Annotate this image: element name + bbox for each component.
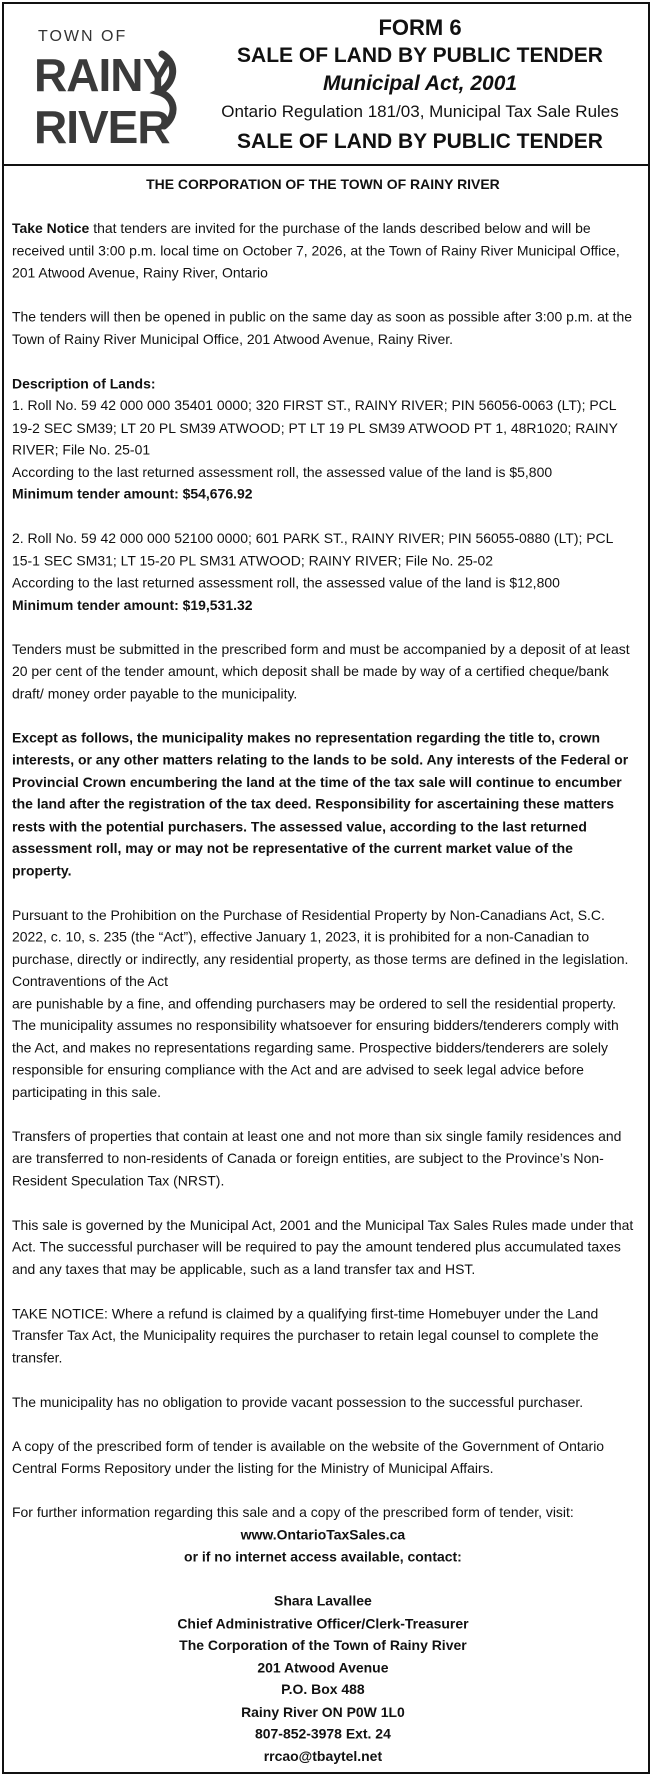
governed-paragraph: This sale is governed by the Municipal Act, 2001 and the Municipal Tax Sales Rules made under that Act. The successful purchaser will be required to pay the amount tendered plus accumulated taxes and any taxes that may be applicable, such as a land transfer tax and HST. [12, 1217, 634, 1278]
no-internet-note: or if no internet access available, contact: [184, 1549, 462, 1566]
corporation-heading: THE CORPORATION OF THE TOWN OF RAINY RIVER [146, 176, 500, 193]
regulation: Ontario Regulation 181/03, Municipal Tax Sale Rules [221, 102, 619, 121]
contact-address: 201 Atwood Avenue [257, 1660, 389, 1677]
sale-title-secondary: SALE OF LAND BY PUBLIC TENDER [237, 130, 603, 153]
notice-body [12, 174, 634, 1768]
possession-paragraph: The municipality has no obligation to provide vacant possession to the successful purchaser. [12, 1394, 584, 1411]
contact-phone: 807-852-3978 Ext. 24 [255, 1726, 391, 1743]
contact-title: Chief Administrative Officer/Clerk-Treasurer [177, 1615, 469, 1632]
contact-name: Shara Lavallee [274, 1593, 372, 1610]
logo-town-of: TOWN OF [38, 28, 128, 45]
further-info: For further information regarding this sale and a copy of the prescribed form of tender, visit: [12, 1505, 574, 1522]
website-link[interactable]: www.OntarioTaxSales.ca [240, 1527, 406, 1544]
land-1-description: 1. Roll No. 59 42 000 000 35401 0000; 320 FIRST ST., RAINY RIVER; PIN 56056-0063 (LT); PCL 19-2 SEC SM39; LT 20 PL SM39 ATWOOD; PT LT 19 PL SM39 ATWOOD PT 1, 48R1020; RAINY RIVER; File No. 25-01 [12, 398, 618, 459]
sale-title: SALE OF LAND BY PUBLIC TENDER [237, 44, 603, 67]
opening-paragraph: The tenders will then be opened in public on the same day as soon as possible after 3:00 p.m. at the Town of Rainy River Municipal Office, 201 Atwood Avenue, Rainy River. [12, 309, 633, 348]
land-2-minimum: Minimum tender amount: $19,531.32 [12, 597, 253, 614]
contact-organization: The Corporation of the Town of Rainy River [179, 1638, 467, 1654]
contact-po-box: P.O. Box 488 [281, 1682, 365, 1699]
land-2-assessed: According to the last returned assessment roll, the assessed value of the land is $12,800 [12, 575, 560, 592]
form-number: FORM 6 [378, 15, 462, 40]
land-2-description: 2. Roll No. 59 42 000 000 52100 0000; 601 PARK ST., RAINY RIVER; PIN 56055-0880 (LT); PCL 15-1 SEC SM31; LT 15-20 PL SM31 ATWOOD; RAINY RIVER; File No. 25-02 [12, 531, 613, 570]
header-titles [194, 14, 646, 156]
take-notice-text: that tenders are invited for the purchase of the lands described below and will be received until 3:00 p.m. local time on October 7, 2026, at the Town of Rainy River Municipal Office, 201 Atwood Avenue, Rainy River, Ontario [12, 221, 620, 282]
logo-river: RIVER [34, 101, 170, 153]
notice-frame [2, 2, 650, 1774]
take-notice-paragraph [12, 218, 634, 284]
form-copy-paragraph: A copy of the prescribed form of tender is available on the website of the Government of Ontario Central Forms Repository under the listing for the Ministry of Municipal Affairs. [12, 1438, 605, 1477]
land-1-minimum: Minimum tender amount: $54,676.92 [12, 486, 253, 503]
act-title: Municipal Act, 2001 [322, 72, 518, 95]
contact-email[interactable]: rrcao@tbaytel.net [263, 1748, 383, 1765]
town-logo [14, 14, 189, 154]
description-heading: Description of Lands: [12, 376, 156, 392]
homebuyer-paragraph: TAKE NOTICE: Where a refund is claimed by a qualifying first-time Homebuyer under the Land Transfer Tax Act, the Municipality requires the purchaser to retain legal counsel to complete the transfer. [12, 1306, 599, 1367]
non-canadians-paragraph-2: are punishable by a fine, and offending purchasers may be ordered to sell the residential property. The municipality assumes no responsibility whatsoever for ensuring bidders/tenderers comply with the Act, and makes no representations regarding same. Prospective bidders/tenderers are solely responsible for ensuring compliance with the Act and are advised to seek legal advice before participating in this sale. [12, 996, 619, 1101]
land-1-assessed: According to the last returned assessment roll, the assessed value of the land is $5,800 [12, 464, 553, 481]
deposit-paragraph: Tenders must be submitted in the prescribed form and must be accompanied by a deposit of at least 20 per cent of the tender amount, which deposit shall be made by way of a certified cheque/bank draft/ money order payable to the municipality. [12, 641, 630, 702]
nrst-paragraph: Transfers of properties that contain at least one and not more than six single family residences and are transferred to non-residents of Canada or foreign entities, are subject to the Province’s Non-Resident Speculation Tax (NRST). [12, 1128, 622, 1189]
header [4, 4, 648, 166]
non-canadians-paragraph-1: Pursuant to the Prohibition on the Purchase of Residential Property by Non-Canadians Act, S.C. 2022, c. 10, s. 235 (the “Act”), effective January 1, 2023, it is prohibited for a non-Canadian to purchase, directly or indirectly, any residential property, as those terms are defined in the legislation. Contraventions of the Act [12, 907, 629, 990]
contact-city: Rainy River ON P0W 1L0 [241, 1704, 405, 1721]
representation-paragraph: Except as follows, the municipality makes no representation regarding the title to, crown interests, or any other matters relating to the lands to be sold. Any interests of the Federal or Provincial Crown encumbering the land at the time of the tax sale will continue to encumber the land after the registration of the tax deed. Responsibility for ascertaining these matters rests with the potential purchasers. The assessed value, according to the last returned assessment roll, may or may not be representative of the current market value of the property. [12, 730, 629, 880]
take-notice-lead: Take Notice [12, 221, 90, 237]
logo-rainy: RAINY [34, 49, 173, 101]
